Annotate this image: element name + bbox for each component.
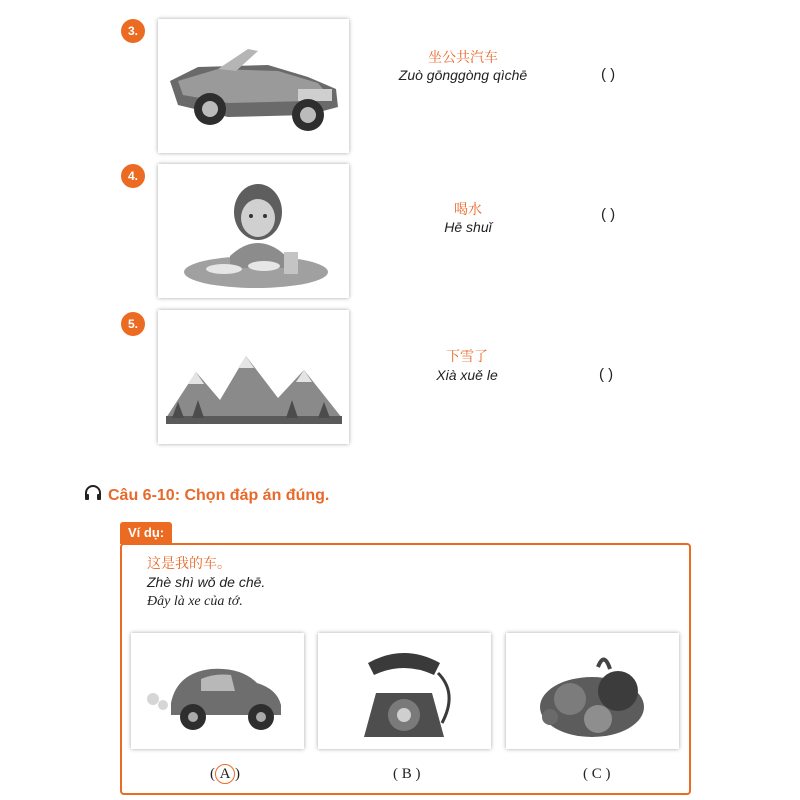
option-c[interactable] [583,766,611,783]
option-b[interactable] [393,766,421,783]
question-3-pinyin: Zuò gōnggòng qìchē [398,67,528,83]
question-3-answer-blank[interactable]: ( ) [601,66,616,83]
option-c-close-paren: ) [605,766,611,782]
question-4-hanzi: 喝水 [454,202,482,218]
convertible-car-image [158,19,349,153]
option-b-open-paren: ( [393,766,398,782]
car-body-shape [170,49,338,131]
snowy-mountains-image [158,310,349,444]
option-b-letter: B [401,766,412,782]
question-number-3: 3. [121,19,145,43]
section-title [84,484,329,507]
option-a-letter-circled: A [215,764,235,784]
question-5-answer-blank[interactable]: ( ) [599,366,614,383]
option-a[interactable] [210,764,240,784]
question-4-pinyin: Hē shuǐ [444,219,492,235]
option-b-close-paren: ) [415,766,421,782]
example-vietnamese: Đây là xe của tớ. [147,594,243,609]
option-c-open-paren: ( [583,766,588,782]
example-tab: Ví dụ: [120,522,172,544]
girl-eating-image [158,164,349,298]
option-a-open-paren: ( [210,766,215,782]
question-4-answer-blank[interactable]: ( ) [601,206,616,223]
example-pinyin: Zhè shì wǒ de chē. [147,574,266,590]
question-number-5: 5. [121,312,145,336]
option-c-vegetables-image[interactable] [506,633,679,749]
question-number-4: 4. [121,164,145,188]
option-a-car-image[interactable] [131,633,304,749]
question-5-hanzi: 下雪了 [446,349,488,365]
example-hanzi: 这是我的车。 [147,556,231,572]
question-5-pinyin: Xià xuě le [436,367,498,383]
option-b-telephone-image[interactable] [318,633,491,749]
question-3-hanzi: 坐公共汽车 [428,50,498,66]
section-title-text: Câu 6-10: Chọn đáp án đúng. [108,486,330,504]
headphones-icon [84,484,102,507]
option-c-letter: C [591,766,602,782]
option-a-close-paren: ) [235,766,240,782]
